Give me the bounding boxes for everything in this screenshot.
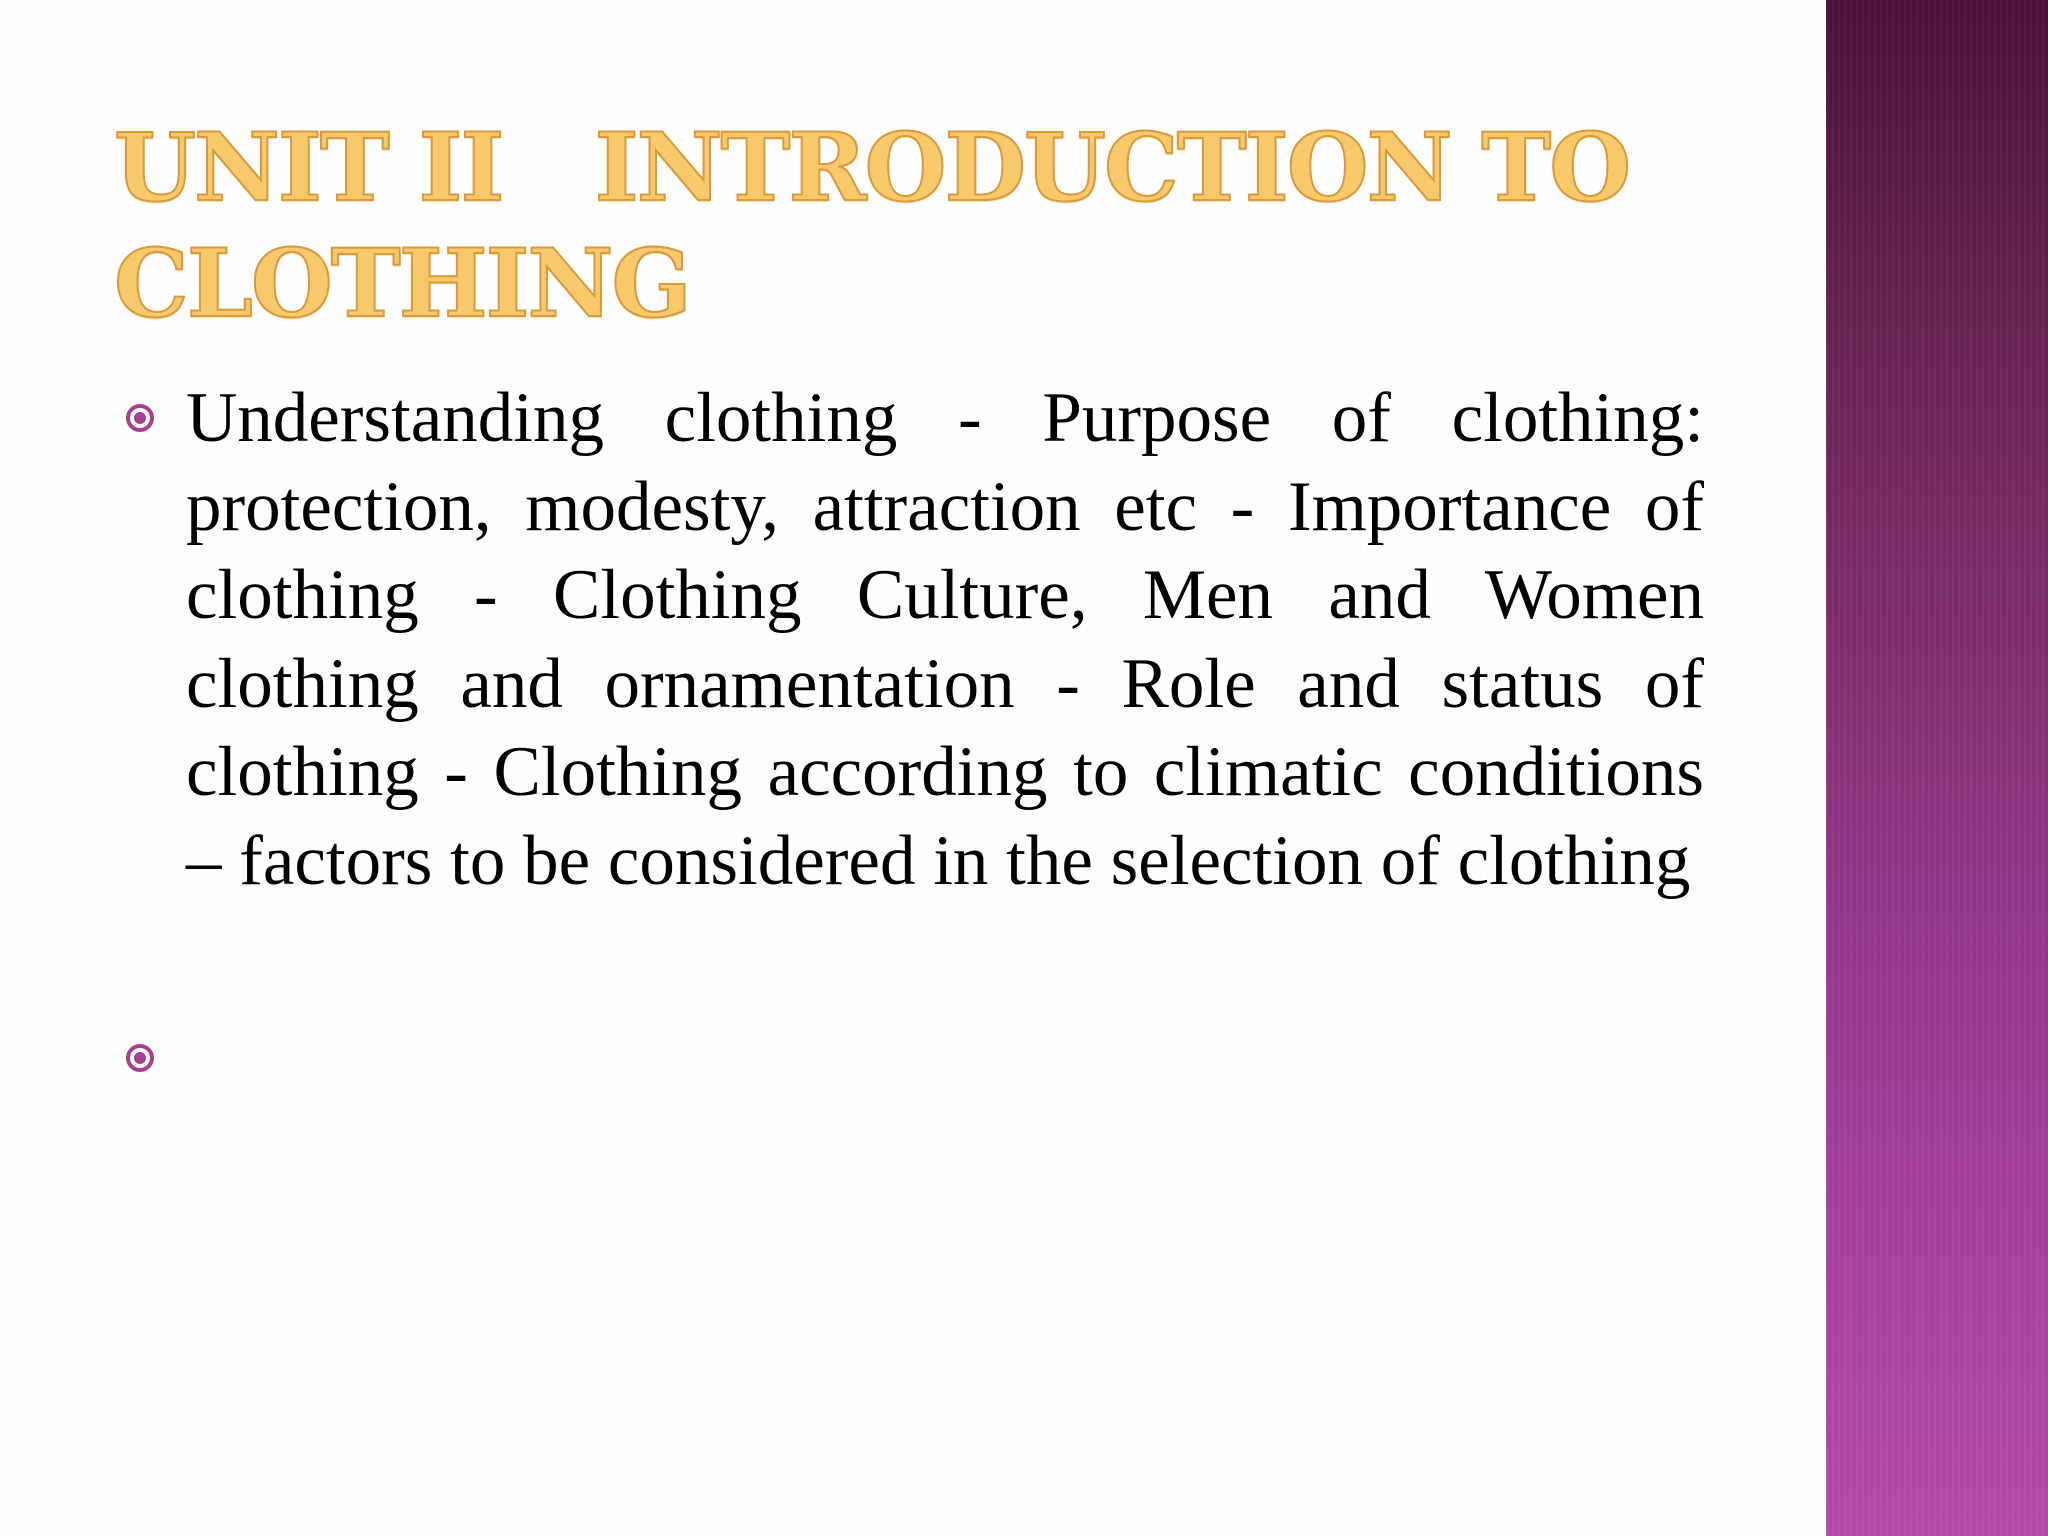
target-bullet-icon: [126, 1044, 154, 1072]
slide-title: UNIT II INTRODUCTION TO CLOTHING: [114, 113, 1660, 339]
bullet-item: [122, 374, 1704, 905]
decorative-side-bar: [1826, 0, 2048, 1536]
bullet-text: Understanding clothing - Purpose of clothing: protection, modesty, attraction etc - Importance of clothing - Clothing Culture, Men and Women clothing and ornamentation - Role and status of clothing - Clothing according to climatic conditions – factors to be considered in the selection of clothing: [186, 379, 1704, 900]
empty-bullet-item: [122, 1044, 162, 1084]
bullet-list: [122, 374, 1704, 905]
target-bullet-icon: [126, 404, 154, 432]
